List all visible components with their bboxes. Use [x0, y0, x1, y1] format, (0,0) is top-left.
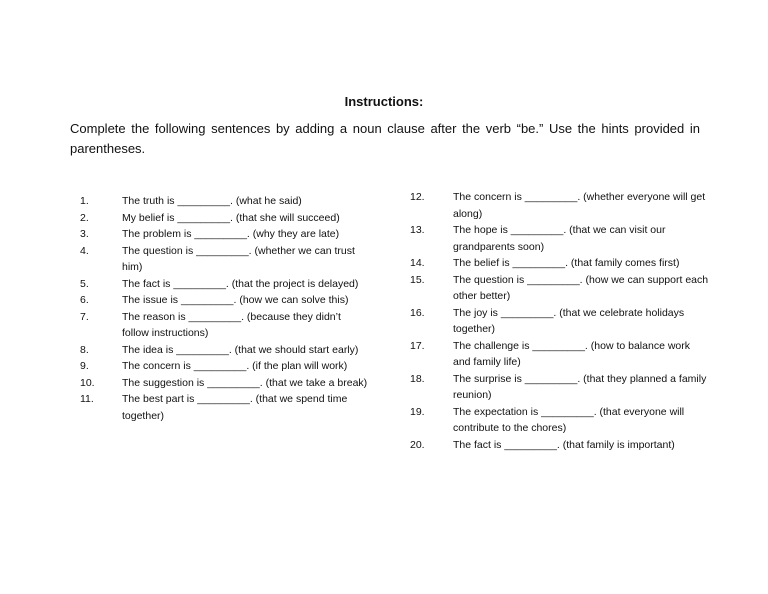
item-text: The suggestion is _________. (that we take a break) — [122, 376, 368, 389]
item-number: 13. — [410, 224, 425, 236]
list-item — [410, 305, 710, 338]
item-text: The joy is _________. (that we celebrate holidays together) — [453, 306, 685, 335]
item-number: 5. — [80, 277, 89, 290]
item-text: The problem is _________. (why they are late) — [122, 228, 340, 240]
list-item — [80, 342, 370, 359]
left-column — [80, 193, 370, 424]
item-text: The truth is _________. (what he said) — [122, 195, 302, 207]
item-text: The expectation is _________. (that everyone will contribute to the chores) — [453, 405, 685, 434]
list-item — [410, 371, 710, 404]
right-column — [410, 189, 710, 453]
list-item — [80, 391, 370, 424]
item-number: 20. — [410, 438, 425, 451]
item-number: 1. — [80, 195, 89, 207]
item-text: The surprise is _________. (that they planned a family reunion) — [453, 372, 707, 401]
item-text: The idea is _________. (that we should start early) — [122, 343, 359, 356]
list-item — [80, 375, 370, 392]
item-number: 10. — [80, 376, 95, 389]
item-number: 8. — [80, 343, 89, 356]
item-text: My belief is _________. (that she will succeed) — [122, 211, 340, 224]
item-number: 15. — [410, 273, 425, 286]
list-item — [80, 226, 370, 243]
list-item — [410, 222, 710, 255]
list-item — [410, 404, 710, 437]
item-text: The question is _________. (how we can support each other better) — [453, 273, 709, 302]
item-number: 17. — [410, 339, 425, 352]
list-item — [80, 276, 370, 293]
item-text: The fact is _________. (that the project is delayed) — [122, 277, 359, 290]
item-text: The reason is _________. (because they didn’t follow instructions) — [122, 310, 341, 339]
list-item — [410, 338, 710, 371]
item-text: The best part is _________. (that we spend time together) — [122, 393, 348, 422]
item-text: The question is _________. (whether we can trust him) — [122, 244, 355, 273]
item-text: The belief is _________. (that family comes first) — [453, 257, 680, 269]
list-item — [80, 292, 370, 309]
instructions-paragraph: Complete the following sentences by adding a noun clause after the verb “be.” Use the hints provided in parentheses. — [70, 121, 700, 156]
item-number: 14. — [410, 257, 425, 269]
list-item — [410, 272, 710, 305]
list-item — [410, 255, 710, 272]
item-text: The hope is _________. (that we can visit our grandparents soon) — [453, 224, 666, 253]
list-item — [410, 437, 710, 454]
item-number: 11. — [80, 393, 94, 405]
item-number: 4. — [80, 244, 89, 257]
list-item — [80, 210, 370, 227]
item-number: 19. — [410, 405, 425, 418]
item-number: 6. — [80, 294, 89, 306]
list-item — [80, 193, 370, 210]
item-text: The fact is _________. (that family is important) — [453, 438, 675, 451]
item-number: 18. — [410, 372, 425, 385]
item-text: The concern is _________. (whether everyone will get along) — [453, 191, 706, 220]
list-item — [80, 309, 370, 342]
list-item — [80, 358, 370, 375]
item-text: The challenge is _________. (how to balance work and family life) — [453, 339, 690, 368]
list-item — [80, 243, 370, 276]
item-number: 2. — [80, 211, 89, 224]
item-text: The concern is _________. (if the plan will work) — [122, 360, 348, 372]
page-title: Instructions: — [344, 94, 424, 109]
item-number: 3. — [80, 228, 89, 240]
list-item — [410, 189, 710, 222]
item-number: 9. — [80, 360, 89, 372]
item-number: 16. — [410, 306, 425, 319]
item-text: The issue is _________. (how we can solve this) — [122, 294, 349, 306]
item-number: 7. — [80, 310, 89, 323]
item-number: 12. — [410, 191, 425, 203]
